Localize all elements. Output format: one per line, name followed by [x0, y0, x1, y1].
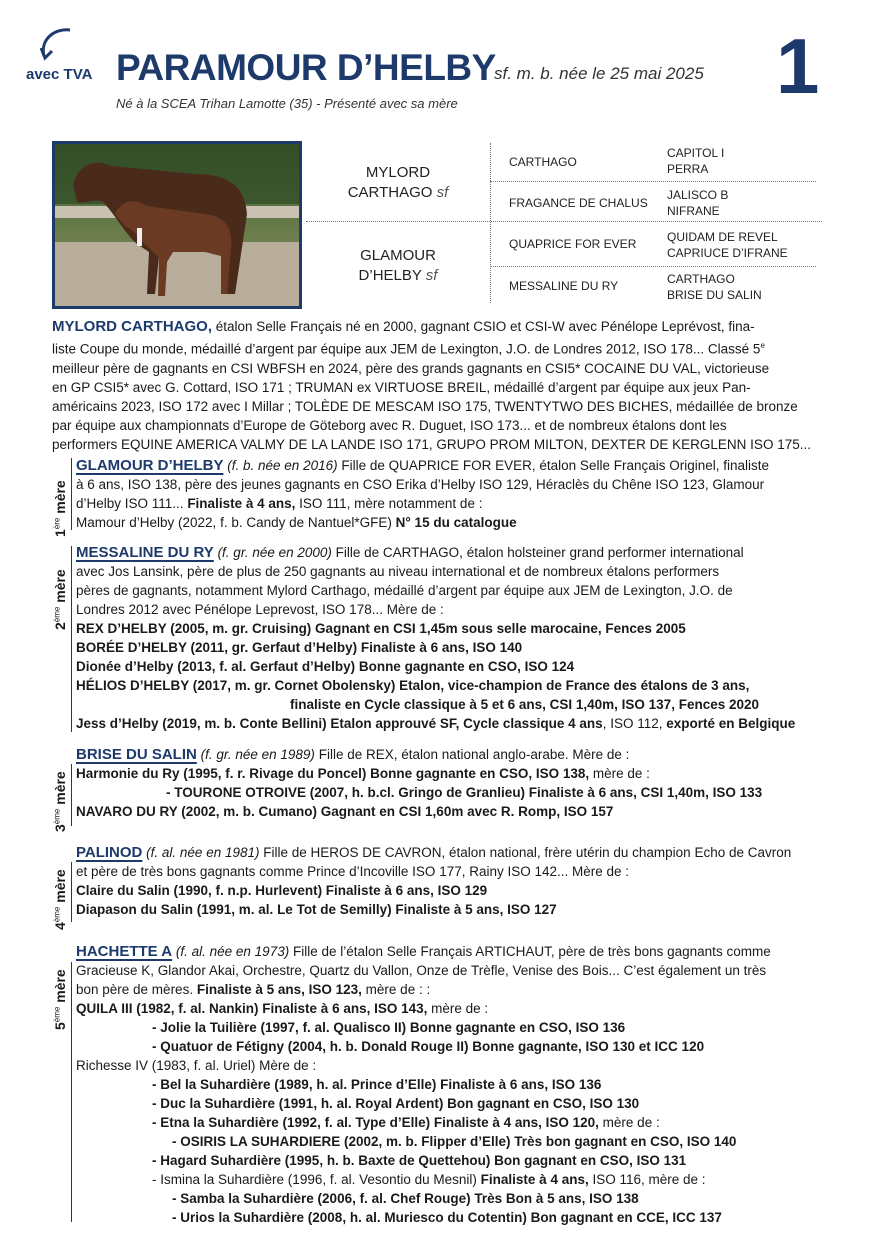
produce-line: - Bel la Suhardière (1989, h. al. Prince d’Elle) Finaliste à 6 ans, ISO 136	[152, 1077, 602, 1092]
catalogue-produce: Mamour d’Helby (2022, f. b. Candy de Nantuel*GFE)	[76, 515, 396, 530]
pedigree-g3-3	[667, 229, 788, 261]
label-word: mère	[52, 569, 68, 603]
dam-4-line: et père de très bons gagnants comme Prince d’Incoville ISO 177, Rainy ISO 142... Mère de :	[76, 864, 630, 879]
horse-info: sf. m. b. née le 25 mai 2025	[494, 64, 704, 83]
dam-3-note: (f. gr. née en 1989)	[200, 747, 315, 762]
produce-line: - Jolie la Tuilière (1997, f. al. Qualisco II) Bonne gagnante en CSO, ISO 136	[152, 1020, 626, 1035]
produce-line: HÉLIOS D’HELBY (2017, m. gr. Cornet Obolensky) Etalon, vice-champion de France des étalons de 3 ans,	[76, 678, 750, 693]
produce-line: - Hagard Suhardière (1995, h. b. Baxte de Quettehou) Bon gagnant en CSO, ISO 131	[152, 1153, 687, 1168]
dam-4-note: (f. al. née en 1981)	[146, 845, 260, 860]
pedigree-g3-2	[667, 187, 728, 219]
dam-1-name: GLAMOUR D’HELBY	[76, 457, 224, 474]
section-label-4	[52, 869, 68, 930]
section-2	[76, 543, 822, 733]
section-label-2	[52, 569, 68, 630]
section-label-1	[52, 480, 68, 537]
horse-photo-image	[55, 144, 299, 306]
pedigree-ancestor: PERRA	[667, 162, 709, 176]
pedigree-dam-line2: D’HELBY	[358, 267, 422, 284]
produce-line: Diapason du Salin (1991, m. al. Le Tot de Semilly) Finaliste à 5 ans, ISO 127	[76, 902, 557, 917]
sire-line: liste Coupe du monde, médaillé d’argent par équipe aux JEM de Lexington, J.O. de Londres 2012, ISO 178... Classé 5	[52, 341, 761, 357]
produce-line: - Ismina la Suhardière (1996, f. al. Vesontio du Mesnil)	[152, 1172, 481, 1187]
produce-jess-iso: , ISO 112,	[602, 716, 667, 731]
pedigree-g3-4	[667, 271, 762, 303]
label-num: 2	[52, 622, 68, 630]
dam-5-bold: Finaliste à 5 ans, ISO 123,	[196, 982, 362, 997]
section-5	[76, 942, 822, 1227]
lot-number: 1	[776, 22, 820, 110]
dam-1-line: ISO 111, mère notamment de :	[295, 496, 483, 511]
produce-line: Claire du Salin (1990, f. n.p. Hurlevent) Finaliste à 6 ans, ISO 129	[76, 883, 488, 898]
section-bar-2	[71, 546, 72, 732]
pedigree-sire-line1: MYLORD	[365, 164, 431, 181]
section-bar-3	[71, 764, 72, 826]
label-word: mère	[52, 969, 68, 1003]
dam-2-line: Fille de CARTHAGO, étalon holsteiner grand performer international	[335, 545, 744, 560]
label-num: 3	[52, 824, 68, 832]
produce-tail: ISO 116, mère de :	[588, 1172, 706, 1187]
pedigree-ancestor: BRISE DU SALIN	[667, 288, 762, 302]
pedigree-divider-vertical	[490, 143, 491, 303]
sire-line: étalon Selle Français né en 2000, gagnant CSIO et CSI-W avec Pénélope Leprévost, fina-	[215, 319, 755, 334]
dam-3-name: BRISE DU SALIN	[76, 746, 197, 763]
label-word: mère	[52, 771, 68, 805]
produce-line: - Quatuor de Fétigny (2004, h. b. Donald Rouge II) Bonne gagnante, ISO 130 et ICC 120	[152, 1039, 705, 1054]
pedigree-dam-dam: MESSALINE DU RY	[509, 279, 619, 293]
catalogue-number: N° 15 du catalogue	[395, 515, 517, 530]
pedigree-sire-suffix: sf	[436, 184, 449, 201]
pedigree-divider-dam	[490, 266, 816, 267]
produce-line: QUILA III (1982, f. al. Nankin) Finaliste à 6 ans, ISO 143,	[76, 1001, 428, 1016]
produce-bold: Finaliste à 4 ans,	[480, 1172, 589, 1187]
produce-tail: mère de :	[589, 766, 650, 781]
pedigree-ancestor: CARTHAGO	[667, 272, 735, 286]
pedigree-ancestor: JALISCO B	[667, 188, 729, 202]
produce-line: Dionée d’Helby (2013, f. al. Gerfaut d’Helby) Bonne gagnante en CSO, ISO 124	[76, 659, 575, 674]
sire-line: par équipe aux championnats d’Europe de Göteborg avec R. Duguet, ISO 173... et de nombreux étalons dont les	[52, 417, 727, 433]
curved-arrow-icon	[40, 26, 74, 62]
dam-2-line: pères de gagnants, notamment Mylord Carthago, médaillé d’argent par équipe aux JEM de Lexington, J.O. de	[76, 583, 733, 598]
pedigree-dam-line1: GLAMOUR	[360, 247, 436, 264]
sire-paragraph	[52, 317, 822, 454]
horse-photo	[52, 141, 302, 309]
sire-line: meilleur père de gagnants en CSI WBFSH en 2024, père des grands gagnants en CSI5* COCAINE DU VAL, victorieuse	[52, 360, 770, 376]
section-4	[76, 843, 822, 919]
dam-2-name: MESSALINE DU RY	[76, 544, 214, 561]
produce-line: REX D’HELBY (2005, m. gr. Cruising) Gagnant en CSI 1,45m sous selle marocaine, Fences 2005	[76, 621, 686, 636]
dam-2-line: avec Jos Lansink, père de plus de 250 gagnants au niveau international et de nombreux étalons performers	[76, 564, 720, 579]
horse-name: PARAMOUR D’HELBY	[116, 47, 496, 88]
produce-line: - Duc la Suhardière (1991, h. al. Royal Ardent) Bon gagnant en CSO, ISO 130	[152, 1096, 640, 1111]
dam-1-bold: Finaliste à 4 ans,	[187, 496, 296, 511]
pedigree-divider-main	[306, 221, 822, 222]
produce-line: Richesse IV (1983, f. al. Uriel) Mère de :	[76, 1058, 317, 1073]
pedigree-ancestor: QUIDAM DE REVEL	[667, 230, 778, 244]
breeder-line: Né à la SCEA Trihan Lamotte (35) - Présenté avec sa mère	[116, 96, 458, 111]
dam-1-line: d’Helby ISO 111...	[76, 496, 188, 511]
pedigree-dam-sire: QUAPRICE FOR EVER	[509, 237, 637, 251]
section-label-3	[52, 771, 68, 832]
label-sup: ème	[52, 1006, 62, 1023]
pedigree-dam	[318, 246, 478, 286]
produce-line: - Etna la Suhardière (1992, f. al. Type d’Elle) Finaliste à 4 ans, ISO 120,	[152, 1115, 599, 1130]
dam-4-name: PALINOD	[76, 844, 143, 861]
dam-5-line: Fille de l’étalon Selle Français ARTICHAUT, père de très bons gagnants comme	[292, 944, 771, 959]
label-num: 4	[52, 922, 68, 930]
pedigree-g3-1	[667, 145, 724, 177]
section-bar-4	[71, 862, 72, 922]
produce-line: BORÉE D’HELBY (2011, gr. Gerfaut d’Helby) Finaliste à 6 ans, ISO 140	[76, 640, 523, 655]
produce-line: - OSIRIS LA SUHARDIERE (2002, m. b. Flipper d’Elle) Très bon gagnant en CSO, ISO 140	[172, 1134, 737, 1149]
produce-line: - Samba la Suhardière (2006, f. al. Chef Rouge) Très Bon à 5 ans, ISO 138	[172, 1191, 639, 1206]
section-label-5	[52, 969, 68, 1030]
produce-jess-export: exporté en Belgique	[666, 716, 796, 731]
section-3	[76, 745, 822, 821]
label-word: mère	[52, 869, 68, 903]
produce-line: - Urios la Suhardière (2008, h. al. Muriesco du Cotentin) Bon gagnant en CCE, ICC 137	[172, 1210, 722, 1225]
dam-5-tail: mère de : :	[361, 982, 431, 997]
section-1	[76, 456, 822, 532]
dam-2-line: Londres 2012 avec Pénélope Leprevost, ISO 178... Mère de :	[76, 602, 444, 617]
sire-line: en GP CSI5* avec G. Cottard, ISO 171 ; TRUMAN ex VIRTUOSE BREIL, médaillé d’argent par équipe aux jeux Pan-	[52, 379, 751, 395]
produce-tail: mère de :	[427, 1001, 489, 1016]
pedigree-dam-suffix: sf	[425, 267, 438, 284]
dam-5-name: HACHETTE A	[76, 943, 173, 960]
sire-line: américains 2023, ISO 172 avec I Millar ; TOLÈDE DE MESCAM ISO 175, TWENTYTWO DES BICHES, médaillée de bronze	[52, 398, 798, 414]
pedigree-ancestor: NIFRANE	[667, 204, 720, 218]
produce-line: NAVARO DU RY (2002, m. b. Cumano) Gagnant en CSI 1,60m avec R. Romp, ISO 157	[76, 804, 614, 819]
produce-line: finaliste en Cycle classique à 5 et 6 ans, CSI 1,40m, ISO 137, Fences 2020	[290, 697, 759, 712]
label-num: 5	[52, 1022, 68, 1030]
dam-3-line: Fille de REX, étalon national anglo-arabe. Mère de :	[318, 747, 630, 762]
tva-label: avec TVA	[26, 66, 93, 83]
label-sup: ème	[52, 906, 62, 923]
pedigree-sire-dam: FRAGANCE DE CHALUS	[509, 196, 648, 210]
dam-2-note: (f. gr. née en 2000)	[217, 545, 332, 560]
produce-line: - TOURONE OTROIVE (2007, h. b.cl. Gringo de Granlieu) Finaliste à 6 ans, CSI 1,40m, ISO 133	[166, 785, 763, 800]
produce-line: Harmonie du Ry (1995, f. r. Rivage du Poncel) Bonne gagnante en CSO, ISO 138,	[76, 766, 590, 781]
pedigree-sire-sire: CARTHAGO	[509, 155, 577, 169]
label-word: mère	[52, 480, 68, 514]
produce-tail: mère de :	[598, 1115, 660, 1130]
dam-5-note: (f. al. née en 1973)	[175, 944, 290, 959]
label-sup: ème	[52, 606, 62, 623]
pedigree-ancestor: CAPRIUCE D’IFRANE	[667, 246, 788, 260]
label-num: 1	[52, 529, 68, 537]
pedigree-sire	[318, 163, 478, 203]
section-bar-1	[71, 458, 72, 530]
pedigree-ancestor: CAPITOL I	[667, 146, 725, 160]
pedigree-sire-line2: CARTHAGO	[347, 184, 433, 201]
sire-line: performers EQUINE AMERICA VALMY DE LA LANDE ISO 171, GRUPO PROM MILTON, DEXTER DE KERGLENN ISO 175...	[52, 436, 811, 452]
dam-4-line: Fille de HEROS DE CAVRON, étalon national, frère utérin du champion Echo de Cavron	[263, 845, 792, 860]
sire-name: MYLORD CARTHAGO,	[52, 318, 212, 335]
label-sup: ère	[52, 517, 62, 530]
dam-5-line: bon père de mères.	[76, 982, 197, 997]
produce-jess: Jess d’Helby (2019, m. b. Conte Bellini) Etalon approuvé SF, Cycle classique 4 ans	[76, 716, 603, 731]
sire-sup: e	[760, 341, 765, 350]
dam-5-line: Gracieuse K, Glandor Akai, Orchestre, Quartz du Vallon, Onze de Trèfle, Venise des Bois... C’est également un très	[76, 963, 767, 978]
pedigree-divider-sire	[490, 181, 816, 182]
dam-1-note: (f. b. née en 2016)	[227, 458, 338, 473]
label-sup: ème	[52, 808, 62, 825]
dam-1-line: à 6 ans, ISO 138, père des jeunes gagnants en CSO Erika d’Helby ISO 129, Héraclès du Chêne ISO 123, Glamour	[76, 477, 765, 492]
section-bar-5	[71, 962, 72, 1222]
dam-1-line: Fille de QUAPRICE FOR EVER, étalon Selle Français Originel, finaliste	[341, 458, 770, 473]
